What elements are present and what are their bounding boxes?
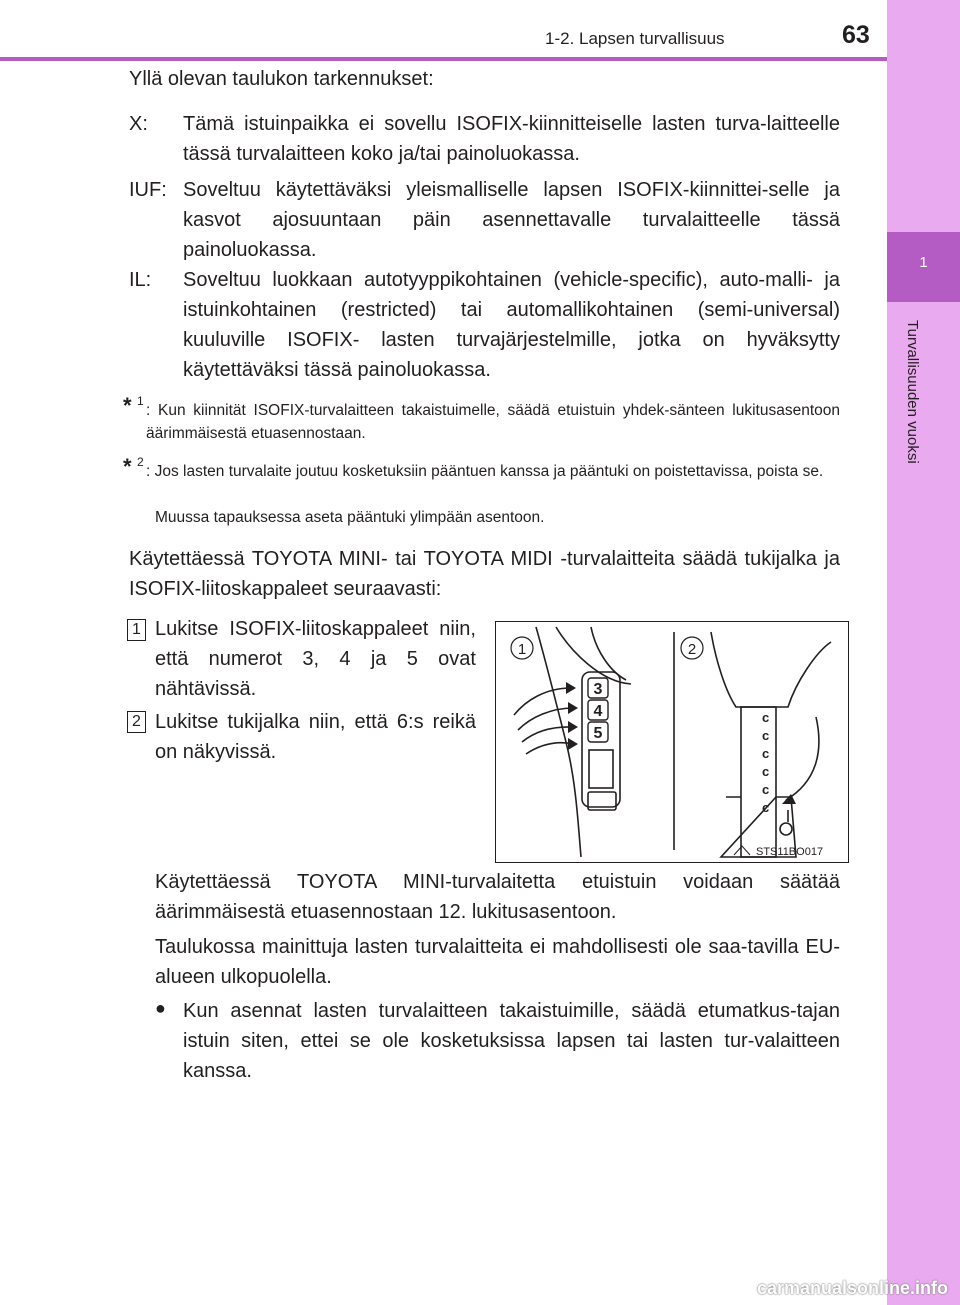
legend-text-iuf: Soveltuu käytettäväksi yleismalliselle lapsen ISOFIX-kiinnittei-selle ja kasvot ajosuuntaan päin asennettavalle turvalaitteelle tässä painoluokassa. bbox=[183, 179, 840, 261]
legend-text-x: Tämä istuinpaikka ei sovellu ISOFIX-kiinnitteiselle lasten turva-laitteelle tässä turvalaitteen koko ja/tai painoluokassa. bbox=[183, 113, 840, 165]
leg-button bbox=[780, 823, 792, 835]
isofix-drawing bbox=[496, 622, 848, 862]
legend-text-il: Soveltuu luokkaan autotyyppikohtainen (vehicle-specific), auto-malli- ja istuinkohtainen (restricted) tai automallikohtainen (semi-universal) kuuluville ISOFIX- lasten turvajärjestelmille, jotka on hyväksytty käytettäväksi tässä painoluokassa. bbox=[183, 269, 840, 381]
step-1-number: 1 bbox=[127, 619, 146, 641]
arrow-head bbox=[566, 682, 576, 694]
footnote-star: * bbox=[123, 454, 132, 479]
chapter-title: Turvallisuuden vuoksi bbox=[904, 320, 921, 464]
leg-hole: c bbox=[762, 710, 770, 725]
watermark: carmanualsonline.info bbox=[756, 1278, 948, 1298]
digit-3: 3 bbox=[593, 681, 603, 698]
leg-hole: c bbox=[762, 782, 770, 797]
legend-intro: Yllä olevan taulukon tarkennukset: bbox=[129, 68, 434, 90]
note-toyota-mini: Käytettäessä TOYOTA MINI-turvalaitetta etuistuin voidaan säätää äärimmäisestä etuasennostaan 12. lukitusasentoon. bbox=[155, 871, 840, 923]
leg-hole: c bbox=[762, 764, 770, 779]
leg-hole: c bbox=[762, 746, 770, 761]
note-availability: Taulukossa mainittuja lasten turvalaitteita ei mahdollisesti ole saa-tavilla EU-alueen ulkopuolella. bbox=[155, 936, 840, 988]
connector-window bbox=[589, 750, 613, 788]
arrow-head bbox=[568, 721, 578, 733]
bullet-dot: ● bbox=[155, 998, 166, 1018]
chapter-number: 1 bbox=[919, 254, 928, 271]
chapter-sidebar bbox=[887, 0, 960, 1305]
arrow-line bbox=[514, 688, 571, 715]
arrow-head bbox=[568, 738, 578, 750]
legend-key-x: X: bbox=[129, 113, 148, 135]
header-rule bbox=[0, 57, 887, 61]
footnote-sup: 1 bbox=[137, 394, 144, 408]
footnote-1-text: : Kun kiinnität ISOFIX-turvalaitteen takaistuimelle, säädä etuistuin yhdek-sänteen lukitusasentoon äärimmäisestä etuasennostaan. bbox=[146, 402, 840, 442]
step-2-text: Lukitse tukijalka niin, että 6:s reikä on näkyvissä. bbox=[155, 711, 476, 763]
arrow-head bbox=[568, 702, 578, 714]
page-number: 63 bbox=[842, 21, 870, 49]
code-triangle bbox=[734, 846, 750, 855]
digit-5: 5 bbox=[593, 725, 603, 742]
toyota-intro: Käytettäessä TOYOTA MINI- tai TOYOTA MIDI -turvalaitteita säädä tukijalka ja ISOFIX-liitoskappaleet seuraavasti: bbox=[129, 548, 840, 600]
arrow-line bbox=[786, 717, 819, 800]
footnote-sup: 2 bbox=[137, 455, 144, 469]
callout-2: 2 bbox=[687, 641, 697, 658]
leg-hole: c bbox=[762, 728, 770, 743]
footnote-2-text-2: Muussa tapauksessa aseta pääntuki ylimpään asentoon. bbox=[155, 509, 545, 526]
footnote-star: * bbox=[123, 393, 132, 418]
footnote-2-text: : Jos lasten turvalaite joutuu kosketuksiin pääntuen kanssa ja pääntuki on poistettavissa, poista se. bbox=[146, 463, 824, 480]
step-2-number: 2 bbox=[127, 711, 146, 733]
digit-4: 4 bbox=[593, 703, 603, 720]
legend-key-iuf: IUF: bbox=[129, 179, 167, 201]
seat-cushion bbox=[711, 632, 831, 707]
isofix-illustration bbox=[495, 621, 849, 863]
callout-1: 1 bbox=[517, 641, 527, 658]
bullet-note: Kun asennat lasten turvalaitteen takaistuimille, säädä etumatkus-tajan istuin siten, ettei se ole kosketuksissa lapsen tai lasten tur-valaitteen kanssa. bbox=[183, 1000, 840, 1082]
step-1-text: Lukitse ISOFIX-liitoskappaleet niin, että numerot 3, 4 ja 5 ovat nähtävissä. bbox=[155, 618, 476, 700]
illustration-code: STS11BO017 bbox=[756, 846, 824, 858]
section-title: 1-2. Lapsen turvallisuus bbox=[545, 29, 725, 48]
legend-key-il: IL: bbox=[129, 269, 152, 291]
leg-hole: c bbox=[762, 800, 770, 815]
support-leg bbox=[741, 707, 776, 857]
